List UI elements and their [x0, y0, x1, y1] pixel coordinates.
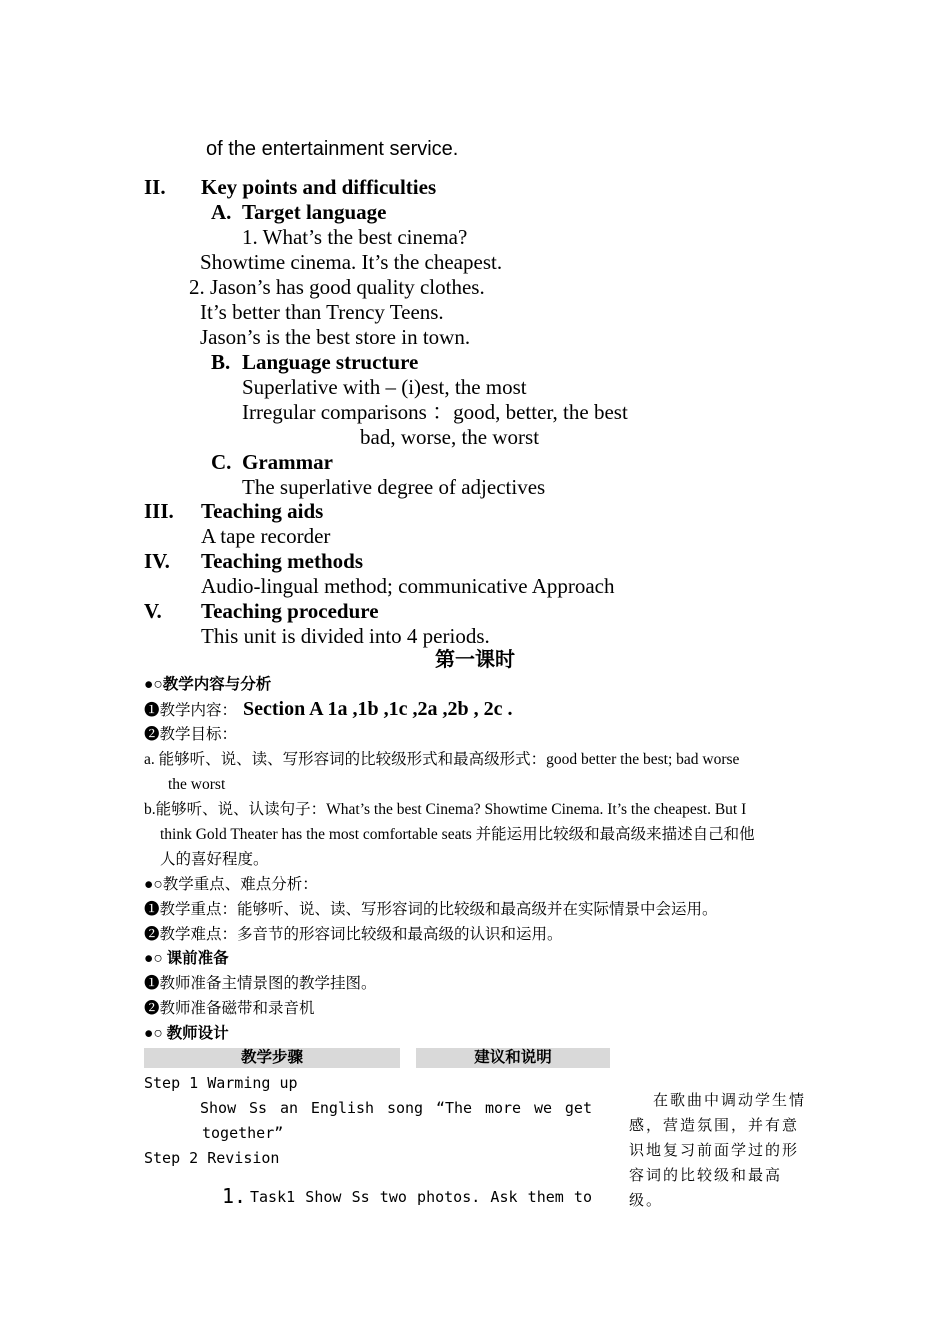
step-2-title: Step 2 Revision [144, 1149, 280, 1167]
subsection-c-letter: C. [211, 450, 232, 474]
section-4-body: Audio-lingual method; communicative Approach [201, 574, 615, 598]
goal-b-line-3: 人的喜好程度。 [160, 851, 269, 868]
grammar-line: The superlative degree of adjectives [242, 475, 546, 499]
step-1-title: Step 1 Warming up [144, 1074, 298, 1092]
target-line: Showtime cinema. It’s the cheapest. [200, 250, 503, 274]
subsection-c-title: Grammar [242, 450, 333, 474]
section-4-number: IV. [144, 549, 170, 573]
goal-a-line-2: the worst [168, 776, 226, 793]
preparation-heading: ●○ 课前准备 [144, 950, 229, 967]
difficulty: ❷教学难点：多音节的形容词比较级和最高级的认识和运用。 [144, 926, 563, 943]
goal-b-line-1: b.能够听、说、认读句子：What’s the best Cinema? Showtime Cinema. It’s the cheapest. But I [144, 801, 747, 818]
intro-line: of the entertainment service. [206, 138, 459, 160]
target-line: 2. Jason’s has good quality clothes. [189, 275, 485, 299]
subsection-a-letter: A. [211, 200, 232, 224]
goal-a-line-1: a. 能够听、说、读、写形容词的比较级形式和最高级形式：good better the best; bad worse [144, 751, 740, 768]
key-point: ❶教学重点：能够听、说、读、写形容词的比较级和最高级并在实际情景中会运用。 [144, 901, 718, 918]
task-text: Task1 Show Ss two photos. Ask them to [250, 1188, 592, 1206]
structure-line: bad, worse, the worst [360, 425, 540, 449]
section-3-number: III. [144, 499, 174, 523]
section-4-title: Teaching methods [201, 549, 364, 573]
step-1-body-line-1: Show Ss an English song “The more we get [200, 1099, 592, 1117]
section-5-number: V. [144, 599, 162, 623]
task-number: 1. [222, 1184, 247, 1208]
structure-line: Irregular comparisons ：good, better, the best [242, 400, 628, 424]
table-header-steps: 教学步骤 [144, 1048, 400, 1068]
preparation-item: ❷教师准备磁带和录音机 [144, 1000, 315, 1017]
section-3-body: A tape recorder [201, 524, 331, 548]
content-analysis-heading: ●○教学内容与分析 [144, 676, 272, 693]
target-line: It’s better than Trency Teens. [200, 300, 444, 324]
teaching-note [629, 1089, 810, 1214]
subsection-b-letter: B. [211, 350, 231, 374]
section-3-title: Teaching aids [201, 499, 324, 523]
note-line: 感，营造氛围，并有意 [629, 1118, 800, 1134]
key-difficulty-heading: ●○教学重点、难点分析： [144, 876, 318, 893]
subsection-b-title: Language structure [242, 350, 419, 374]
note-line: 级。 [629, 1193, 664, 1209]
section-2-number: II. [144, 175, 166, 199]
table-header-notes: 建议和说明 [416, 1048, 610, 1068]
content-value: Section A 1a ,1b ,1c ,2a ,2b , 2c . [243, 698, 513, 720]
section-5-title: Teaching procedure [201, 599, 379, 623]
structure-line: Superlative with – (i)est, the most [242, 375, 527, 399]
section-5-body: This unit is divided into 4 periods. [201, 624, 490, 648]
target-line: 1. What’s the best cinema? [242, 225, 468, 249]
goals-label: ❷教学目标： [144, 726, 238, 743]
subsection-a-title: Target language [242, 200, 387, 224]
content-label: ❶教学内容： [144, 702, 238, 719]
goal-b-line-2: think Gold Theater has the most comfortable seats 并能运用比较级和最高级来描述自己和他 [160, 826, 755, 843]
note-line: 识地复习前面学过的形 [629, 1143, 800, 1159]
section-2-title: Key points and difficulties [201, 175, 437, 199]
target-line: Jason’s is the best store in town. [200, 325, 471, 349]
design-heading: ●○ 教师设计 [144, 1025, 229, 1042]
note-line: 容词的比较级和最高 [629, 1168, 783, 1184]
step-1-body-line-2: together” [202, 1124, 284, 1142]
lesson-title: 第一课时 [435, 649, 515, 671]
note-line: 在歌曲中调动学生情 [653, 1093, 807, 1109]
preparation-item: ❶教师准备主情景图的教学挂图。 [144, 975, 377, 992]
